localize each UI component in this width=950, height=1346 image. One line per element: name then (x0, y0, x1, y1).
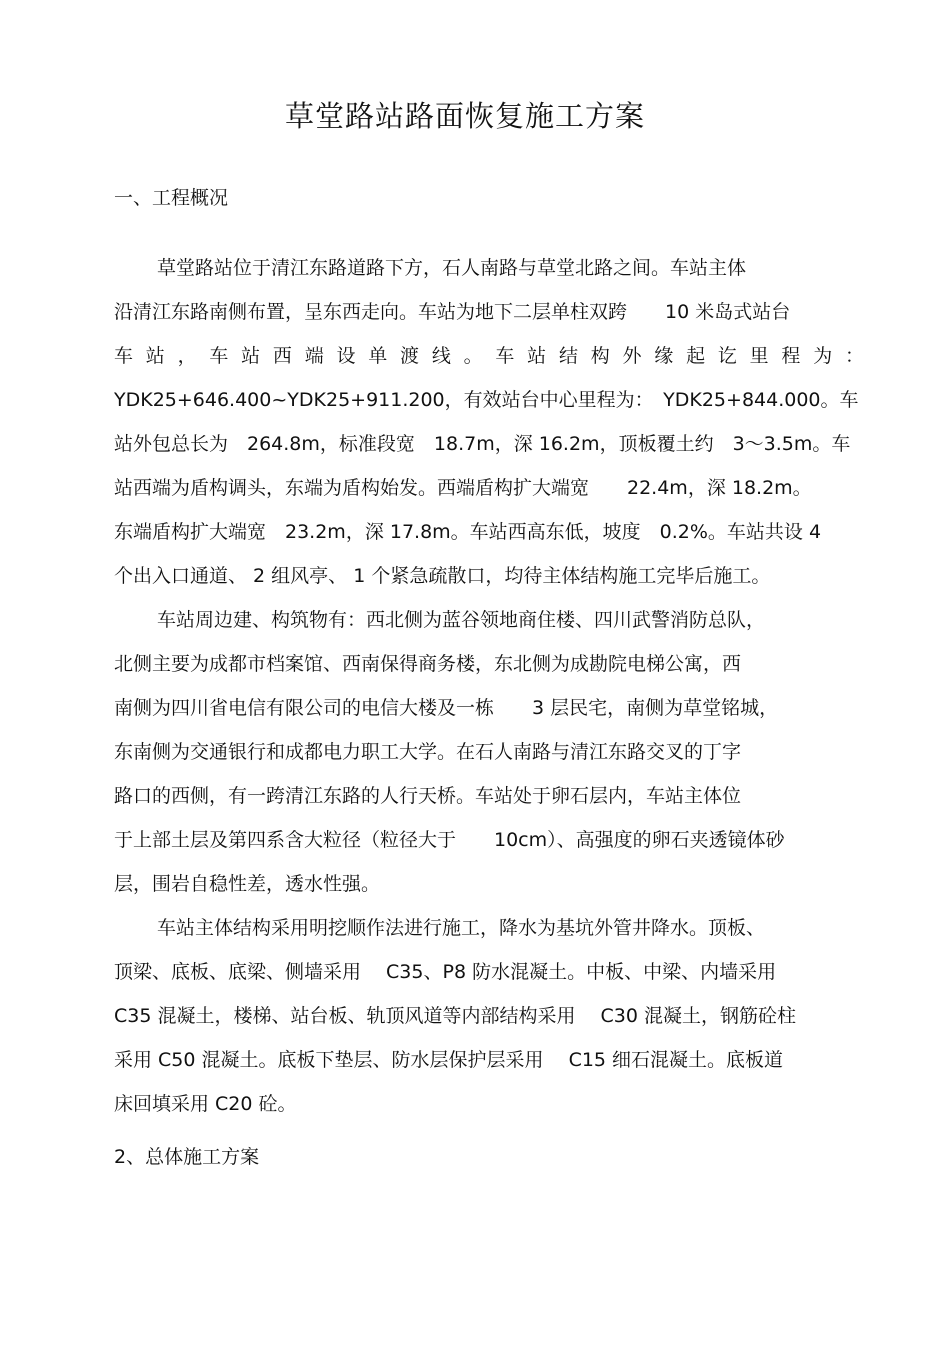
paragraph-line: 沿清江东路南侧布置，呈东西走向。车站为地下二层单柱双跨 10 米岛式站台 (114, 301, 791, 323)
paragraph-line: 顶梁、底板、底梁、侧墙采用 C35、P8 防水混凝土。中板、中梁、内墙采用 (114, 961, 777, 983)
paragraph-line: 南侧为四川省电信有限公司的电信大楼及一栋 3 层民宅，南侧为草堂铭城， (114, 697, 779, 719)
section-heading-construction-plan: 2、总体施工方案 (114, 1146, 260, 1168)
document-title: 草堂路站路面恢复施工方案 (284, 99, 645, 133)
paragraph-line: 车站周边建、构筑物有：西北侧为蓝谷领地商住楼、四川武警消防总队， (157, 609, 766, 631)
paragraph-line: C35 混凝土，楼梯、站台板、轨顶风道等内部结构采用 C30 混凝土，钢筋砼柱 (114, 1005, 797, 1027)
section-heading-overview: 一、工程概况 (114, 187, 229, 209)
paragraph-line: 东南侧为交通银行和成都电力职工大学。在石人南路与清江东路交叉的丁字 (114, 741, 742, 763)
section-body-overview (114, 246, 864, 1126)
paragraph-line: 层，围岩自稳性差，透水性强。 (114, 873, 381, 895)
paragraph-line: 路口的西侧，有一跨清江东路的人行天桥。车站处于卵石层内，车站主体位 (114, 785, 742, 807)
paragraph-line: YDK25+646.400~YDK25+911.200，有效站台中心里程为： YDK25+844.000。车 (114, 389, 859, 411)
paragraph-line: 站外包总长为 264.8m，标准段宽 18.7m，深 16.2m，顶板覆土约 3～3.5m。车 (114, 433, 851, 455)
paragraph-line: 个出入口通道、 2 组风亭、 1 个紧急疏散口，均待主体结构施工完毕后施工。 (114, 565, 771, 587)
paragraph-line: 车站主体结构采用明挖顺作法进行施工，降水为基坑外管井降水。顶板、 (157, 917, 766, 939)
paragraph-line: 站西端为盾构调头，东端为盾构始发。西端盾构扩大端宽 22.4m，深 18.2m。 (114, 477, 812, 499)
paragraph-line: 于上部土层及第四系含大粒径（粒径大于 10cm）、高强度的卵石夹透镜体砂 (114, 829, 785, 851)
paragraph-line: 床回填采用 C20 砼。 (114, 1093, 297, 1115)
paragraph-line: 车 站 ， 车 站 西 端 设 单 渡 线 。 车 站 结 构 外 缘 起 讫 里 程 为 ： (114, 345, 864, 367)
paragraph-line: 北侧主要为成都市档案馆、西南保得商务楼，东北侧为成勘院电梯公寓，西 (114, 653, 742, 675)
paragraph-line: 草堂路站位于清江东路道路下方，石人南路与草堂北路之间。车站主体 (157, 257, 747, 279)
paragraph-line: 东端盾构扩大端宽 23.2m，深 17.8m。车站西高东低，坡度 0.2%。车站共设 4 (114, 521, 822, 543)
paragraph-line: 采用 C50 混凝土。底板下垫层、防水层保护层采用 C15 细石混凝土。底板道 (114, 1049, 784, 1071)
